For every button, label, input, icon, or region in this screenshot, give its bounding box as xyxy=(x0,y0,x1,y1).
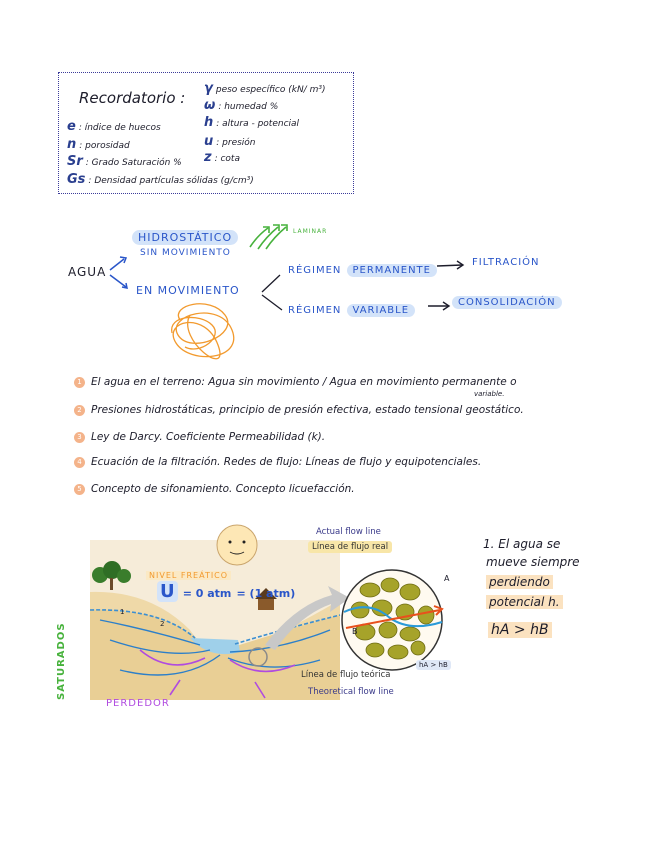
list-item-continuation: variable. xyxy=(474,390,505,398)
concept-map-lines xyxy=(0,215,648,365)
filtracion-label: FILTRACIÓN xyxy=(466,256,546,269)
reminder-item: γ peso específico (kN/ m³) xyxy=(204,81,326,96)
en-movimiento-label: EN MOVIMIENTO xyxy=(136,284,240,297)
reminder-box xyxy=(58,72,354,194)
agua-label: AGUA xyxy=(68,265,107,279)
flow-number: 2 xyxy=(160,620,165,628)
list-item: 2 Presiones hidrostáticas, principio de presión efectiva, estado tensional geostático. xyxy=(74,404,524,416)
list-item: 3 Ley de Darcy. Coeficiente Permeabilidad (k). xyxy=(74,431,325,443)
list-item: 1 El agua en el terreno: Agua sin movimiento / Agua en movimiento permanente o xyxy=(74,376,517,388)
note-line-highlight: potencial h. xyxy=(486,595,563,609)
reminder-item: z : cota xyxy=(204,150,240,165)
flow-number: 1 xyxy=(120,608,125,616)
reminder-item: Sr : Grado Saturación % xyxy=(67,154,182,169)
reminder-item: ω : humedad % xyxy=(204,98,279,113)
note-line: mueve siempre xyxy=(486,555,580,569)
nivel-freatico-label: NIVEL FREÁTICO xyxy=(146,571,231,580)
laminar-arrows-icon xyxy=(250,225,287,249)
point-b-label: B xyxy=(352,627,358,636)
sin-movimiento-label: SIN MOVIMIENTO xyxy=(140,248,231,258)
reminder-item: e : índice de huecos xyxy=(67,119,161,134)
consolidacion-label: CONSOLIDACIÓN xyxy=(452,296,562,309)
reminder-title: Recordatorio : xyxy=(79,89,186,107)
ha-hb-small-label: hA > hB xyxy=(416,660,451,670)
reminder-item: h : altura - potencial xyxy=(204,115,300,130)
reminder-item: u : presión xyxy=(204,134,256,149)
linea-flujo-teorica-label: Línea de flujo teórica xyxy=(301,670,391,680)
turbulent-scribble-icon xyxy=(172,304,234,359)
list-item: 5 Concepto de sifonamiento. Concepto licuefacción. xyxy=(74,483,355,495)
theoretical-flow-label: Theoretical flow line xyxy=(308,687,394,697)
note-formula: hA > hB xyxy=(488,622,552,638)
reminder-item: n : porosidad xyxy=(67,137,130,152)
flow-figure xyxy=(60,520,480,720)
point-a-label: A xyxy=(444,574,450,583)
perdedor-label: PERDEDOR xyxy=(106,698,170,709)
laminar-label: LAMINAR xyxy=(293,228,328,235)
note-line-highlight: perdiendo xyxy=(486,575,553,589)
hidrostatico-label: HIDROSTÁTICO xyxy=(132,230,238,245)
soil-grains-zoom xyxy=(342,570,442,670)
pressure-formula: U = 0 atm = (1 atm) xyxy=(157,581,295,602)
reminder-item: Gs : Densidad partículas sólidas (g/cm³) xyxy=(67,172,254,187)
list-item: 4 Ecuación de la filtración. Redes de flujo: Líneas de flujo y equipotenciales. xyxy=(74,456,481,468)
note-line: 1. El agua se xyxy=(483,537,561,551)
regimen-permanente: RÉGIMEN PERMANENTE xyxy=(288,258,437,277)
face-icon xyxy=(217,525,257,565)
actual-flow-label: Actual flow line xyxy=(316,527,381,537)
linea-flujo-real-label: Línea de flujo real xyxy=(308,541,392,553)
regimen-variable: RÉGIMEN VARIABLE xyxy=(288,298,415,317)
saturados-label: SATURADOS xyxy=(56,622,67,700)
